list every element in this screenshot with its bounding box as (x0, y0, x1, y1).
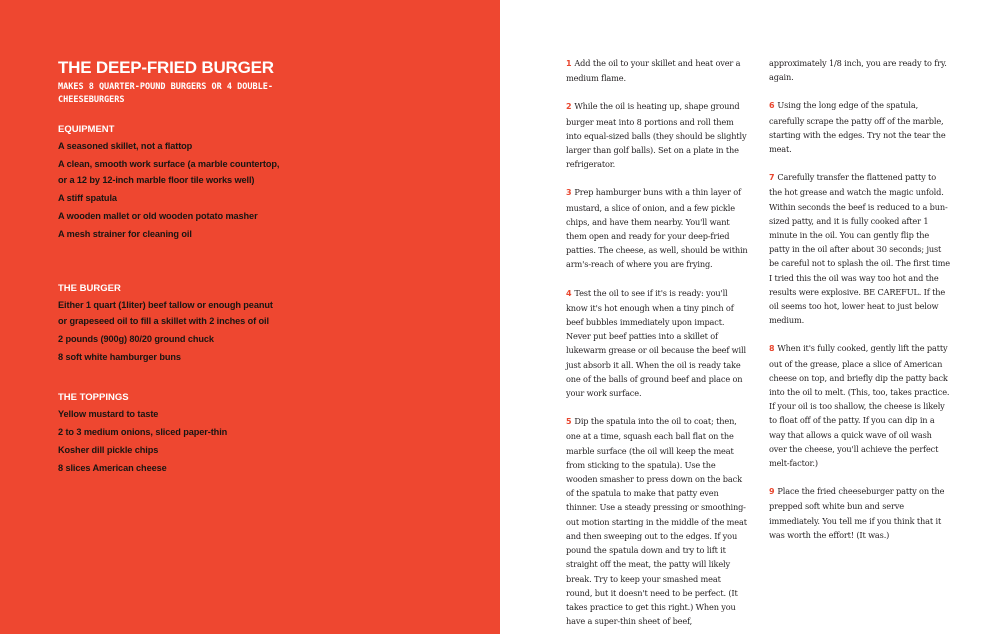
equipment-item: A mesh strainer for cleaning oil (58, 228, 192, 239)
burger-heading: THE BURGER (58, 283, 121, 294)
step-number: 4 (566, 288, 572, 298)
step-1 (566, 56, 748, 85)
instructions-column-1 (566, 56, 748, 634)
step-text: Dip the spatula into the oil to coat; then, one at a time, squash each ball flat on the marble surface (the oil will keep the meat from sticking to the spatula). Use the wooden smasher to press down on the back of the spatula to make that patty even thinner. Use a steady pressing or smoothing-out motion starting in the middle of the meat and then sweeping out to the edges. If you pound the spatula down and try to lift it straight off the meat, the patty will likely break. Try to keep your smashed meat round, but it doesn't need to be perfect. (It takes practice to get this right.) When you have a super-thin sheet of beef, (566, 416, 747, 627)
equipment-item: A stiff spatula (58, 192, 117, 203)
step-text: Test the oil to see if it's is ready: you'll know it's hot enough when a tiny pinch of beef bubbles immediately upon impact. Never put beef patties into a skillet of lukewarm grease or oil because the beef will just absorb it all. When the oil is ready take one of the balls of ground beef and place on your work surface. (566, 287, 746, 399)
step-text: Add the oil to your skillet and heat over a medium flame. (566, 58, 741, 84)
step-5 (566, 414, 748, 628)
burger-item: 8 soft white hamburger buns (58, 351, 181, 362)
equipment-item: A seasoned skillet, not a flattop (58, 141, 193, 151)
step-3 (566, 185, 748, 271)
step-5-continued (769, 56, 951, 84)
equipment-heading: EQUIPMENT (58, 124, 115, 135)
step-7 (769, 170, 951, 327)
topping-item: 8 slices American cheese (58, 463, 167, 473)
toppings-heading: THE TOPPINGS (58, 392, 129, 403)
step-2 (566, 99, 748, 171)
step-number: 1 (566, 59, 572, 68)
right-page (500, 0, 1000, 634)
step-number: 7 (769, 173, 775, 183)
equipment-item: A wooden mallet or old wooden potato masher (58, 210, 258, 221)
step-text: Using the long edge of the spatula, carefully scrape the patty off of the marble, starting with the edges. Try not the tear the meat. (769, 100, 946, 155)
topping-item: Yellow mustard to taste (58, 409, 159, 419)
step-6 (769, 98, 951, 156)
step-text: Prep hamburger buns with a thin layer of mustard, a slice of onion, and a few pickle chips, and have them nearby. You'll want them open and ready for your deep-fried patties. The cheese, as well, should be within arm's-reach of where you are frying. (566, 187, 748, 270)
recipe-title: THE DEEP-FRIED BURGER (58, 58, 274, 77)
equipment-item: A clean, smooth work surface (a marble countertop, or a 12 by 12-inch marble floor tile works well) (58, 159, 280, 185)
step-text: approximately 1/8 inch, you are ready to fry. again. (769, 58, 947, 83)
instructions-column-2 (769, 56, 951, 556)
step-number: 9 (769, 487, 775, 497)
step-number: 5 (566, 417, 572, 427)
burger-section (58, 281, 280, 368)
step-number: 3 (566, 188, 572, 198)
step-text: Carefully transfer the flattened patty to the hot grease and watch the magic unfold. Within seconds the beef is reduced to a bun-sized patty, and it is fully cooked after 1 minute in the oil. You can gently flip the patty in the oil after about 30 seconds; just be careful not to splash the oil. The first time I tried this the oil was way too hot and the results were explosive. BE CAREFUL. If the oil seems too hot, lower heat to just below medium. (769, 172, 950, 326)
step-number: 2 (566, 102, 572, 112)
step-text: Place the fried cheeseburger patty on the prepped soft white bun and serve immediately. You tell me if you think that it was worth the effort! (It was.) (769, 486, 945, 540)
step-text: While the oil is heating up, shape ground burger meat into 8 portions and roll them into equal-sized balls (they should be slightly larger than golf balls). Set on a plate in the refrigerator. (566, 101, 747, 170)
burger-item: Either 1 quart (1liter) beef tallow or enough peanut or grapeseed oil to fill a skillet with 2 inches of oil (58, 300, 273, 326)
topping-item: Kosher dill pickle chips (58, 445, 159, 455)
step-number: 8 (769, 344, 775, 354)
equipment-section (58, 122, 280, 245)
step-4 (566, 286, 748, 401)
toppings-section (58, 390, 280, 479)
burger-item: 2 pounds (900g) 80/20 ground chuck (58, 333, 214, 344)
step-text: When it's fully cooked, gently lift the patty out of the grease, place a slice of American cheese on top, and briefly dip the patty back into the oil to melt. (This, too, takes practice. If your oil is too shallow, the cheese is likely to float off of the patty. If you can dip in a way that allows a quick wave of oil wash over the cheese, you'll achieve the perfect melt-factor.) (769, 343, 950, 469)
step-9 (769, 484, 951, 542)
recipe-yield: MAKES 8 QUARTER-POUND BURGERS OR 4 DOUBLE-CHEESEBURGERS (58, 82, 273, 105)
step-number: 6 (769, 101, 775, 111)
step-8 (769, 341, 951, 470)
topping-item: 2 to 3 medium onions, sliced paper-thin (58, 427, 228, 437)
